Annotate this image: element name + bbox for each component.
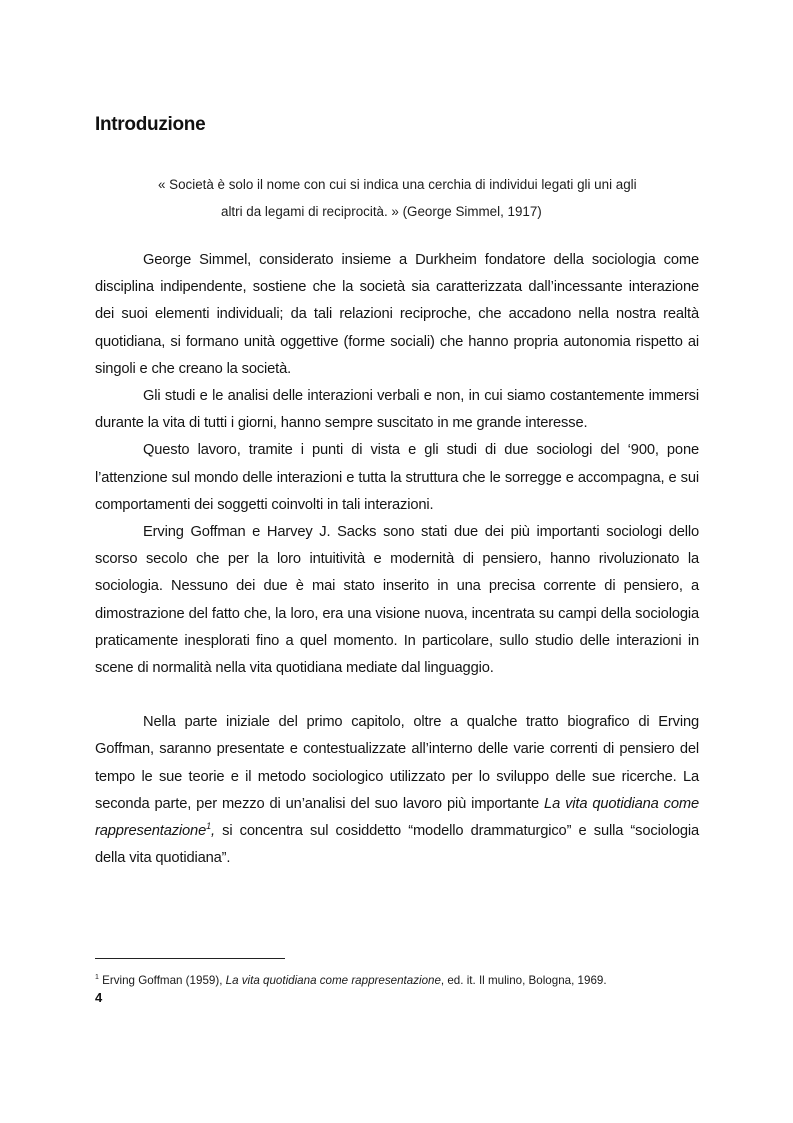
section-heading: Introduzione <box>95 114 206 135</box>
overview-comma: , <box>210 823 215 840</box>
book-title: La vita quotidiana come rappresentazione <box>95 795 700 840</box>
footnote-text-end: , ed. it. Il mulino, Bologna, 1969. <box>440 974 607 987</box>
footnote-text-start: Erving Goffman (1959), <box>98 974 226 987</box>
paragraph-chapter-overview <box>95 709 699 872</box>
footnote-reference[interactable]: 1 <box>206 821 211 832</box>
paragraph-simmel: George Simmel, considerato insieme a Durkheim fondatore della sociologia come disciplina indipendente, sostiene che la società sia caratterizzata dall’incessante interazione dei suoi elementi individuali; da tali relazioni reciproche, che accadono nella nostra realtà quotidiana, si formano unità oggettive (forme sociali) che hanno propria autonomia rispetto ai singoli e che creano la società. <box>95 252 699 377</box>
footnote-book-title: La vita quotidiana come rappresentazione <box>225 974 441 987</box>
overview-text-start: Nella parte iniziale del primo capitolo, oltre a qualche tratto biografico di Erving Goffman, saranno presentate e contestualizzate all’interno delle varie correnti di pensiero del tempo le sue teorie e il metodo sociologico utilizzato per lo sviluppo delle sue ricerche. La seconda parte, per mezzo di un’analisi del suo lavoro più importante <box>95 714 699 812</box>
footnote <box>95 973 715 988</box>
footnote-separator <box>95 958 285 959</box>
epigraph-line-2: altri da legami di reciprocità. » (George Simmel, 1917) <box>221 204 542 219</box>
paragraph-interest: Gli studi e le analisi delle interazioni verbali e non, in cui siamo costantemente immersi durante la vita di tutti i giorni, hanno sempre suscitato in me grande interesse. <box>95 388 699 432</box>
page-number: 4 <box>95 990 103 1005</box>
epigraph-line-1: « Società è solo il nome con cui si indica una cerchia di individui legati gli uni agli <box>158 177 637 192</box>
footnote-number: 1 <box>95 974 99 982</box>
body-text <box>95 247 699 872</box>
overview-text-end: si concentra sul cosiddetto “modello drammaturgico” e sulla “sociologia della vita quotidiana”. <box>95 823 699 867</box>
paragraph-goffman-sacks: Erving Goffman e Harvey J. Sacks sono stati due dei più importanti sociologi dello scorso secolo che per la loro intuitività e modernità di pensiero, hanno rivoluzionato la sociologia. Nessuno dei due è mai stato inserito in una precisa corrente di pensiero, a dimostrazione del fatto che, la loro, era una visione nuova, incentrata su campi della sociologia praticamente inesplorati fino a quel momento. In particolare, sullo studio delle interazioni in scene di normalità nella vita quotidiana mediate dal linguaggio. <box>95 524 699 677</box>
epigraph-quote <box>95 171 700 225</box>
paragraph-purpose: Questo lavoro, tramite i punti di vista e gli studi di due sociologi del ‘900, pone l’attenzione sul mondo delle interazioni e tutta la struttura che le sorregge e accompagna, e sui comportamenti dei soggetti coinvolti in tali interazioni. <box>95 442 699 513</box>
